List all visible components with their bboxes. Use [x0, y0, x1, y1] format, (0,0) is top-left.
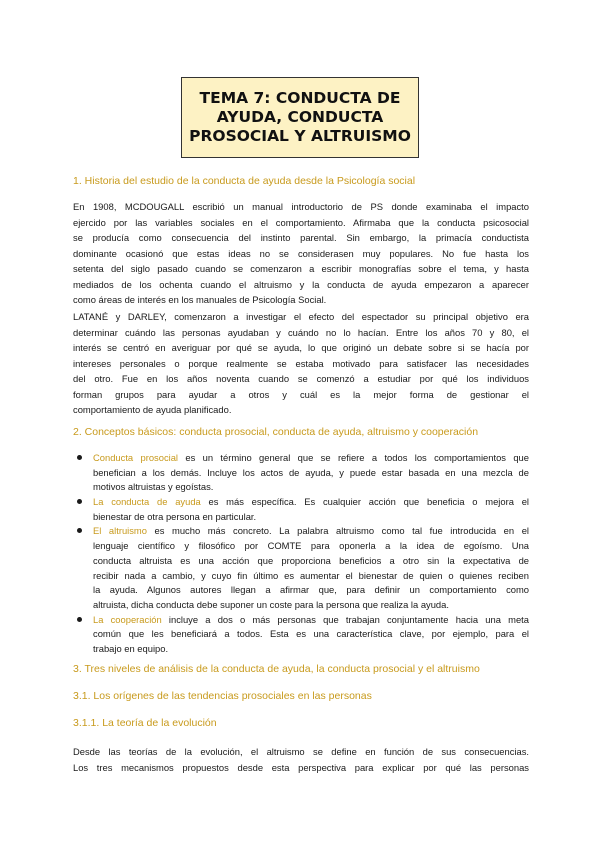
bullet-item-cooperacion [73, 613, 529, 657]
section-3-paragraph [73, 744, 529, 775]
text-line: recibir nada a cambio, y cuyo fin último es aumentar el bienestar de quien o quienes reciben [93, 569, 529, 581]
text-line: es más específica. Es cualquier acción que beneficia o mejora el [200, 496, 530, 508]
text-line: Desde las teorías de la evolución, el altruismo se define en función de sus consecuencias. [73, 746, 529, 757]
section-3-1-1-heading: 3.1.1. La teoría de la evolución [73, 717, 217, 729]
text-line: altruista, dicha conducta debe suponer un coste para la persona que realiza la ayuda. [93, 598, 449, 610]
text-line: intereses personales o porque realmente se estaba motivado para satisfacer las necesidades [73, 357, 529, 369]
text-line: bienestar de otra persona en particular. [93, 510, 257, 522]
text-line: la ayuda. Algunos autores llegan a afirmar que, para definir un comportamiento como [93, 584, 529, 596]
term-label: La cooperación [93, 613, 162, 625]
section-3-1-heading: 3.1. Los orígenes de las tendencias prosociales en las personas [73, 690, 372, 702]
text-line: dominante ocasionó que estas ideas no se considerasen muy populares. No fue hasta los [73, 247, 529, 259]
section-3-heading: 3. Tres niveles de análisis de la conducta de ayuda, la conducta prosocial y el altruismo [73, 663, 480, 675]
section-1-paragraph-1 [73, 199, 529, 308]
text-line: se producía como consecuencia del instinto parental. Sin embargo, la primacía conductista [73, 232, 529, 243]
text-line: Los tres mecanismos propuestos desde esta perspectiva para explicar por qué las personas [73, 761, 529, 773]
bullet-icon [77, 528, 82, 533]
text-line: es un término general que se refiere a todos los comportamientos que [178, 452, 529, 463]
term-label: El altruismo [93, 525, 147, 537]
text-line: lenguaje científico y filosófico por COMTE para oponerla a la idea de egoísmo. Una [93, 540, 529, 552]
bullet-icon [77, 499, 82, 504]
text-line: común que les beneficiará a todos. Esta es una característica clave, por ejemplo, para el [93, 628, 529, 640]
bullet-item-conducta-prosocial [73, 451, 529, 495]
section-1-heading: 1. Historia del estudio de la conducta de ayuda desde la Psicología social [73, 175, 416, 187]
section-2-heading: 2. Conceptos básicos: conducta prosocial, conducta de ayuda, altruismo y cooperación [73, 426, 479, 438]
section-1-paragraph-2 [73, 309, 529, 418]
text-line: determinar cuándo las personas ayudaban y cuándo no lo hacían. Entre los años 70 y 80, el [73, 326, 529, 338]
text-line: es mucho más concreto. La palabra altruismo como tal fue introducida en el [146, 525, 529, 537]
text-line: forman grupos para ayudar a otros y cuál es la mejor forma de gestionar el [73, 388, 529, 400]
term-label: La conducta de ayuda [93, 496, 201, 508]
bullet-item-altruismo [73, 524, 529, 612]
text-line: LATANÉ y DARLEY, comenzaron a investigar el efecto del espectador su principal objetivo era [73, 311, 529, 322]
text-line: En 1908, MCDOUGALL escribió un manual introductorio de PS donde examinaba el impacto [73, 201, 529, 212]
title-line: AYUDA, CONDUCTA [216, 108, 384, 126]
title-line: TEMA 7: CONDUCTA DE [199, 89, 401, 107]
text-line: ejercido por las variables sociales en el comportamiento. Afirmaba que la conducta psicosocial [73, 216, 529, 228]
bullet-item-conducta-de-ayuda [73, 495, 529, 524]
text-line: conducta altruista es una acción que proporciona beneficios a otro sin la expectativa de [93, 554, 529, 566]
text-line: incluye a dos o más personas que trabajan conjuntamente hacia una meta [161, 613, 529, 625]
text-line: interés se centró en averiguar por qué se ayuda, lo que originó un debate sobre si se hacía por [73, 342, 529, 353]
text-line: mediados de los ochenta cuando el altruismo y la conducta de ayuda empezaron a aparecer [73, 278, 529, 290]
text-line: trabajo en equipo. [93, 642, 169, 654]
bullet-icon [77, 455, 82, 460]
text-line: del otro. Fue en los años noventa cuando se comenzó a estudiar por qué los individuos [73, 373, 529, 384]
text-line: benefician a los demás. Incluye los actos de ayuda, y puede estar basada en una mezcla de [93, 466, 529, 478]
title-box [181, 77, 419, 158]
concepts-bullet-list [73, 451, 529, 657]
term-label: Conducta prosocial [93, 452, 179, 463]
text-line: comportamiento de ayuda planificado. [73, 404, 232, 415]
text-line: motivos altruistas y egoístas. [93, 481, 214, 493]
title-line: PROSOCIAL Y ALTRUISMO [189, 127, 411, 145]
bullet-icon [77, 617, 82, 622]
text-line: como áreas de interés en los manuales de Psicología Social. [73, 294, 327, 305]
text-line: setenta del siglo pasado cuando se comenzaron a escribir monografías sobre el tema, y hasta [73, 263, 529, 274]
